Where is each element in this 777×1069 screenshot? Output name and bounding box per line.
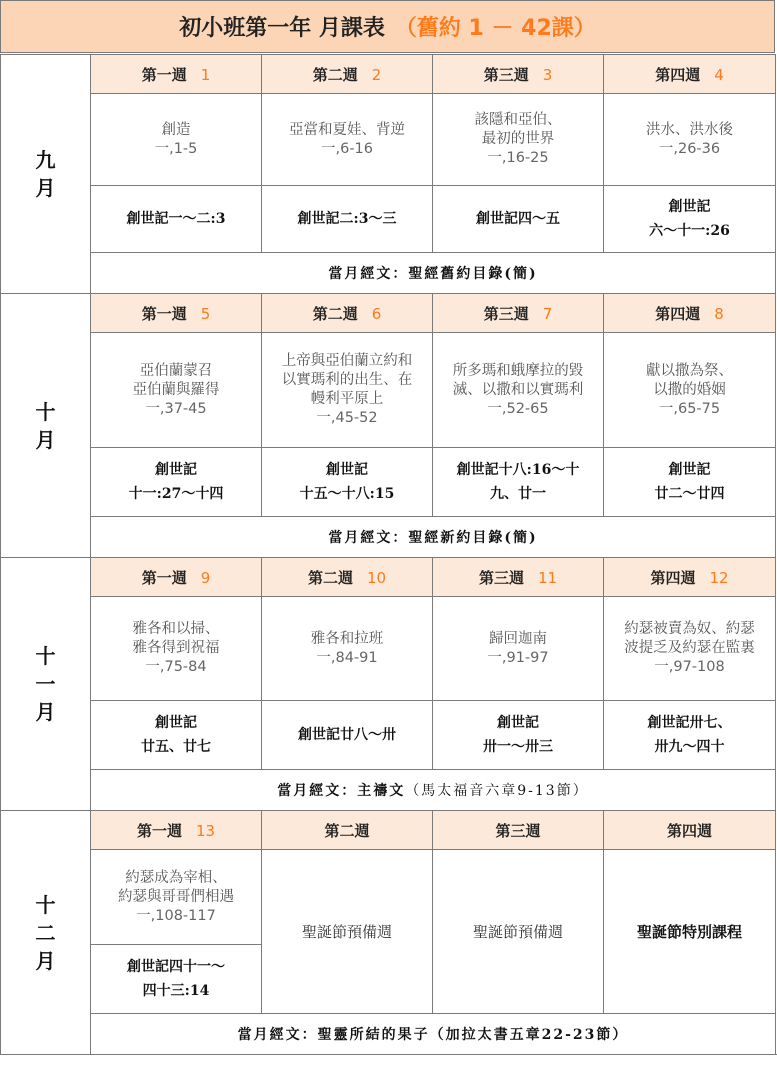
scripture-cell: 創世記一～二:3 (91, 186, 262, 253)
month-label: 十 月 (1, 294, 91, 558)
lesson-cell: 創造 一,1-5 (91, 94, 262, 186)
week-header-row (1, 55, 776, 94)
verse-row (1, 253, 776, 294)
lesson-number: 1 (200, 65, 211, 84)
lesson-reference: 一,1-5 (154, 140, 198, 157)
scripture-cell: 創世記十八:16～十 九、廿一 (433, 448, 604, 517)
lesson-reference: 一,26-36 (658, 140, 721, 157)
week-header: 第四週 (604, 811, 776, 850)
verse-row (1, 770, 776, 811)
scripture-cell: 創世記 廿五、廿七 (91, 701, 262, 770)
lesson-cell: 獻以撒為祭、 以撒的婚姻 一,65-75 (604, 333, 776, 448)
lesson-cell: 約瑟成為宰相、 約瑟與哥哥們相遇 一,108-117 (91, 850, 262, 945)
lesson-number: 5 (200, 304, 211, 323)
lesson-reference: 一,16-25 (487, 150, 549, 166)
scripture-cell: 創世記 六～十一:26 (604, 186, 776, 253)
lesson-reference: 一,75-84 (145, 659, 207, 675)
lesson-row (1, 94, 776, 186)
lesson-number: 8 (714, 304, 724, 323)
lesson-cell: 雅各和拉班 一,84-91 (262, 597, 433, 701)
lesson-cell: 亞當和夏娃、背逆 一,6-16 (262, 94, 433, 186)
christmas-prep-week: 聖誕節預備週 (433, 850, 604, 1014)
week-header: 第四週 4 (604, 55, 776, 94)
lesson-reference: 一,6-16 (320, 140, 374, 157)
lesson-reference: 一,97-108 (654, 659, 725, 675)
month-label: 十 二 月 (1, 811, 91, 1055)
scripture-row (1, 186, 776, 253)
schedule-table (0, 54, 776, 1055)
lesson-reference: 一,37-45 (145, 400, 207, 417)
scripture-row (1, 701, 776, 770)
week-header: 第四週 8 (604, 294, 776, 333)
schedule-title (0, 0, 775, 53)
lesson-cell: 洪水、洪水後 一,26-36 (604, 94, 776, 186)
week-header: 第三週 (433, 811, 604, 850)
scripture-cell: 創世記廿八～卅 (262, 701, 433, 770)
lesson-cell: 所多瑪和蛾摩拉的毀 滅、以撒和以實瑪利 一,52-65 (433, 333, 604, 448)
lesson-reference: 一,65-75 (658, 400, 721, 417)
lesson-number: 10 (366, 568, 387, 587)
monthly-verse: 當月經文：主禱文（馬太福音六章9-13節） (91, 770, 776, 811)
scripture-row (1, 448, 776, 517)
verse-row (1, 1014, 776, 1055)
week-header: 第二週 2 (262, 55, 433, 94)
lesson-cell: 亞伯蘭蒙召 亞伯蘭與羅得 一,37-45 (91, 333, 262, 448)
week-header: 第三週 11 (433, 558, 604, 597)
scripture-cell: 創世記四～五 (433, 186, 604, 253)
lesson-number: 6 (371, 304, 382, 323)
lesson-cell: 上帝與亞伯蘭立約和 以實瑪利的出生、在 幔利平原上 一,45-52 (262, 333, 433, 448)
lesson-number: 13 (195, 821, 216, 840)
lesson-number: 9 (200, 568, 211, 587)
lesson-cell: 該隱和亞伯、 最初的世界 一,16-25 (433, 94, 604, 186)
scripture-cell: 創世記 十一:27～十四 (91, 448, 262, 517)
week-header-row (1, 811, 776, 850)
scripture-cell: 創世記四十一～ 四十三:14 (91, 945, 262, 1014)
lesson-cell: 約瑟被賣為奴、約瑟 波提乏及約瑟在監裏 一,97-108 (604, 597, 776, 701)
week-header: 第三週 3 (433, 55, 604, 94)
month-label: 九 月 (1, 55, 91, 294)
lesson-cell: 雅各和以掃、 雅各得到祝福 一,75-84 (91, 597, 262, 701)
week-header: 第四週 12 (604, 558, 776, 597)
lesson-row (1, 333, 776, 448)
lesson-number: 12 (709, 568, 729, 587)
lesson-row (1, 850, 776, 945)
christmas-prep-week: 聖誕節預備週 (262, 850, 433, 1014)
scripture-cell: 創世記卅七、 卅九～四十 (604, 701, 776, 770)
week-header-row (1, 294, 776, 333)
lesson-number: 7 (542, 304, 553, 323)
week-header: 第二週 6 (262, 294, 433, 333)
scripture-cell: 創世記二:3～三 (262, 186, 433, 253)
week-header: 第二週 (262, 811, 433, 850)
lesson-reference: 一,108-117 (136, 907, 216, 924)
lesson-cell: 歸回迦南 一,91-97 (433, 597, 604, 701)
week-header-row (1, 558, 776, 597)
scripture-cell: 創世記 卅一～卅三 (433, 701, 604, 770)
lesson-reference: 一,45-52 (316, 410, 378, 426)
week-header: 第三週 7 (433, 294, 604, 333)
lesson-row (1, 597, 776, 701)
title-subtitle: （舊約 1 － 42課） (394, 16, 596, 41)
month-label: 十 一 月 (1, 558, 91, 811)
monthly-verse: 當月經文：聖經新約目錄(簡) (91, 517, 776, 558)
lesson-number: 4 (714, 65, 724, 84)
lesson-reference: 一,91-97 (487, 649, 549, 666)
lesson-number: 11 (537, 568, 558, 587)
monthly-verse: 當月經文：聖經舊約目錄(簡) (91, 253, 776, 294)
title-main: 初小班第一年 月課表 (179, 16, 385, 41)
monthly-verse: 當月經文：聖靈所結的果子（加拉太書五章22-23節） (91, 1014, 776, 1055)
lesson-number: 2 (371, 65, 382, 84)
verse-row (1, 517, 776, 558)
christmas-special-lesson: 聖誕節特別課程 (604, 850, 776, 1014)
week-header: 第一週 9 (91, 558, 262, 597)
week-header: 第二週 10 (262, 558, 433, 597)
lesson-number: 3 (542, 65, 553, 84)
scripture-cell: 創世記 廿二～廿四 (604, 448, 776, 517)
lesson-reference: 一,84-91 (316, 649, 378, 666)
lesson-reference: 一,52-65 (487, 400, 549, 417)
scripture-cell: 創世記 十五～十八:15 (262, 448, 433, 517)
week-header: 第一週 13 (91, 811, 262, 850)
week-header: 第一週 1 (91, 55, 262, 94)
week-header: 第一週 5 (91, 294, 262, 333)
